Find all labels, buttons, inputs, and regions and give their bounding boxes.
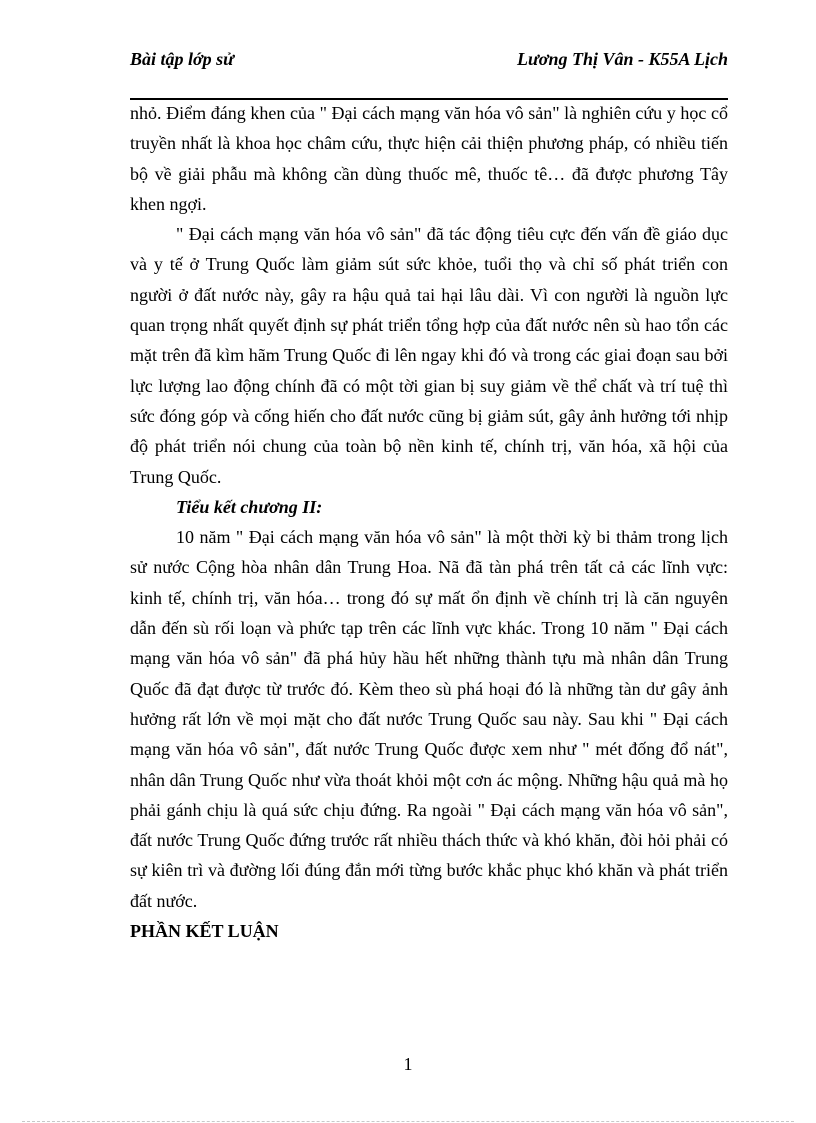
page-edge-divider (22, 1121, 794, 1122)
chapter-summary-heading: Tiểu kết chương II: (176, 496, 323, 517)
document-body (130, 98, 728, 946)
page-number: 1 (403, 1054, 413, 1074)
paragraph-impact: " Đại cách mạng văn hóa vô sản" đã tác động tiêu cực đến vấn đề giáo dục và y tế ở Trung Quốc làm giảm sút sức khỏe, tuổi thọ và chỉ số phát triển con người ở đất nước này, gây ra hậu quả tai hại lâu dài. Vì con người là nguồn lực quan trọng nhất quyết định sự phát triển tổng hợp của đất nước nên sù hao tổn các mặt trên đã kìm hãm Trung Quốc đi lên ngay khi đó và trong các giai đoạn sau bởi lực lượng lao động chính đã có một tời gian bị suy giảm về thể chất và trí tuệ thì sức đóng góp và cống hiến cho đất nước cũng bị giảm sút, gây ảnh hưởng tới nhịp độ phát triển nói chung của toàn bộ nền kinh tế, chính trị, văn hóa, xã hội của Trung Quốc. (130, 224, 728, 487)
conclusion-title: PHẦN KẾT LUẬN (130, 921, 279, 942)
paragraph-summary: 10 năm " Đại cách mạng văn hóa vô sản" là một thời kỳ bi thảm trong lịch sử nước Cộng hòa nhân dân Trung Hoa. Nã đã tàn phá trên tất cả các lĩnh vực: kinh tế, chính trị, văn hóa… trong đó sự mất ổn định về chính trị là căn nguyên dẫn đến sù rối loạn và phức tạp trên các lĩnh vực khác. Trong 10 năm " Đại cách mạng văn hóa vô sản" đã phá hủy hầu hết những thành tựu mà nhân dân Trung Quốc đã đạt được từ trước đó. Kèm theo sù phá hoại đó là những tàn dư gây ảnh hưởng rất lớn về mọi mặt cho đất nước Trung Quốc sau này. Sau khi " Đại cách mạng văn hóa vô sản", đất nước Trung Quốc được xem như " mét đống đổ nát", nhân dân Trung Quốc như vừa thoát khỏi một cơn ác mộng. Những hậu quả mà họ phải gánh chịu là quá sức chịu đứng. Ra ngoài " Đại cách mạng văn hóa vô sản", đất nước Trung Quốc đứng trước rất nhiều thách thức và khó khăn, đòi hỏi phải có sự kiên trì và đường lối đúng đắn mới từng bước khắc phục khó khăn và phát triển đất nước. (130, 527, 728, 911)
header-author: Lương Thị Vân - K55A Lịch (517, 49, 728, 69)
paragraph-continuation: nhỏ. Điểm đáng khen của " Đại cách mạng văn hóa vô sản" là nghiên cứu y học cổ truyền nhất là khoa học châm cứu, thực hiện cải thiện phương pháp, có nhiều tiến bộ về giải phẫu mà không cần dùng thuốc mê, thuốc tê… đã được phương Tây khen ngợi. (130, 103, 728, 214)
page-header (130, 48, 728, 100)
header-course-title: Bài tập lớp sử (130, 49, 234, 69)
